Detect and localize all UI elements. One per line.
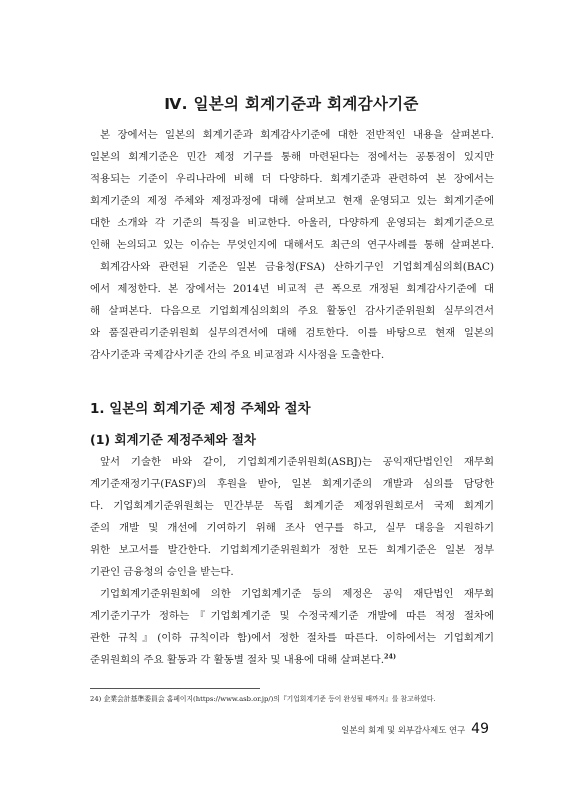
page-footer bbox=[341, 721, 489, 737]
text-line: 회계기준의 제정 주체와 제정과정에 대해 살펴보고 현재 운영되고 있는 회계기준에 bbox=[90, 195, 494, 207]
footnote-reference[interactable]: 24) bbox=[384, 652, 397, 661]
text-line: 관한 규칙』(이하 규칙이라 함)에서 정한 절차를 따른다. 이하에서는 기업회계기 bbox=[90, 632, 494, 644]
text-line: 위한 보고서를 발간한다. 기업회계기준위원회가 정한 모든 회계기준은 일본 정부 bbox=[90, 544, 494, 556]
text-line: 에서 제정한다. 본 장에서는 2014년 비교적 큰 폭으로 개정된 회계감사기준에 대 bbox=[90, 283, 494, 295]
footnote-divider bbox=[90, 688, 260, 689]
chapter-title: Ⅳ. 일본의 회계기준과 회계감사기준 bbox=[164, 95, 419, 113]
text-line: 계기준재정기구(FASF)의 후원을 받아, 일본 회계기준의 개발과 심의를 담당한 bbox=[90, 478, 494, 490]
text-line: 와 품질관리기준위원회 실무의견서에 대해 검토한다. 이를 바탕으로 현재 일본의 bbox=[90, 327, 494, 339]
text-line: 다. 기업회계기준위원회는 민간부문 독립 회계기준 제정위원회로서 국제 회계기 bbox=[90, 500, 494, 512]
text-line: 감사기준과 국제감사기준 간의 주요 비교점과 시사점을 도출한다. bbox=[90, 349, 385, 361]
text-line: 일본의 회계기준은 민간 제정 기구를 통해 마련된다는 점에서는 공통점이 있지만 bbox=[90, 151, 494, 163]
text-line: 준의 개발 및 개선에 기여하기 위해 조사 연구를 하고, 실무 대응을 지원하기 bbox=[90, 522, 494, 534]
section-heading: 1. 일본의 회계기준 제정 주체와 절차 bbox=[90, 401, 311, 417]
running-title: 일본의 회계 및 외부감사제도 연구 bbox=[341, 725, 466, 735]
footnote: 24) 企業会計基準委員会 홈페이지(https://www.asb.or.jp/)의『기업회계기준 등이 완성될 때까지』를 참고하였다. bbox=[90, 695, 436, 703]
intro-paragraph-2 bbox=[90, 256, 494, 366]
intro-paragraph-1 bbox=[90, 124, 494, 256]
text-line: 앞서 기술한 바와 같이, 기업회계기준위원회(ASBJ)는 공익재단법인인 재무회 bbox=[100, 456, 494, 468]
text-line: 해 살펴본다. 다음으로 기업회계심의회의 주요 활동인 감사기준위원회 실무의견서 bbox=[90, 305, 494, 317]
subsection-heading: (1) 회계기준 제정주체와 절차 bbox=[90, 432, 257, 447]
page-number: 49 bbox=[471, 721, 489, 737]
subsection-paragraph-2 bbox=[90, 583, 494, 671]
text-line bbox=[90, 649, 494, 671]
text-line: 기관인 금융청의 승인을 받는다. bbox=[90, 566, 234, 578]
text-line: 본 장에서는 일본의 회계기준과 회계감사기준에 대한 전반적인 내용을 살펴본다. bbox=[100, 129, 494, 141]
text-line: 회계감사와 관련된 기준은 일본 금융청(FSA) 산하기구인 기업회계심의회(BAC) bbox=[100, 261, 494, 273]
text-line-content: 준위원회의 주요 활동과 각 활동별 절차 및 내용에 대해 살펴본다. bbox=[90, 654, 384, 666]
text-line: 대한 소개와 각 기준의 특징을 비교한다. 아울러, 다양하게 운영되는 회계기준으로 bbox=[90, 217, 494, 229]
text-line: 계기준기구가 정하는『기업회계기준 및 수정국제기준 개발에 따른 적정 절차에 bbox=[90, 610, 494, 622]
text-line: 기업회계기준위원회에 의한 기업회계기준 등의 제정은 공익 재단법인 재무회 bbox=[100, 588, 494, 600]
text-line: 인해 논의되고 있는 이슈는 무엇인지에 대해서도 최근의 연구사례를 통해 살펴본다. bbox=[90, 239, 494, 251]
subsection-paragraph-1 bbox=[90, 451, 494, 583]
text-line: 적용되는 기준이 우리나라에 비해 더 다양하다. 회계기준과 관련하여 본 장에서는 bbox=[90, 173, 494, 185]
